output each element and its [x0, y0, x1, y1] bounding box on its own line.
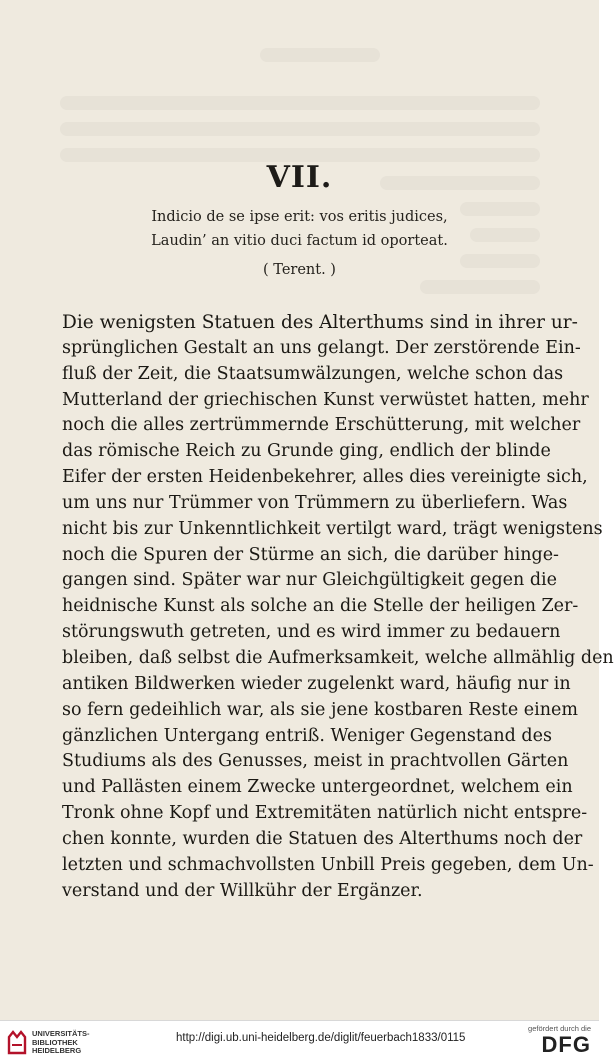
text-line: letzten und schmachvollsten Unbill Preis gegeben, dem Un-	[62, 854, 594, 875]
text-line: und Pallästen einem Zwecke untergeordnet, welchem ein	[62, 777, 573, 798]
motto-line-1: Indicio de se ipse erit: vos eritis judices,	[151, 209, 448, 225]
show-through-mark	[60, 122, 540, 136]
text-line: gangen sind. Später war nur Gleichgültigkeit gegen die	[62, 570, 557, 591]
motto-line-2: Laudin’ an vitio duci factum id oporteat.	[151, 233, 448, 249]
library-name-line: UNIVERSITÄTS-	[32, 1029, 90, 1038]
text-line: so fern gedeihlich war, als sie jene kostbaren Reste einem	[62, 699, 578, 720]
library-logo[interactable]	[6, 1029, 106, 1057]
text-line: heidnische Kunst als solche an die Stelle der heiligen Zer-	[62, 596, 579, 617]
show-through-mark	[260, 48, 380, 62]
funding-credit[interactable]	[519, 1024, 591, 1057]
viewer-footer	[0, 1020, 599, 1064]
text-line: antiken Bildwerken wieder zugelenkt ward, häufig nur in	[62, 673, 571, 694]
text-line: das römische Reich zu Grunde ging, endlich der blinde	[62, 441, 551, 462]
body-paragraph	[62, 310, 614, 904]
text-line: nicht bis zur Unkenntlichkeit vertilgt ward, trägt wenigstens	[62, 518, 603, 539]
text-line: bleiben, daß selbst die Aufmerksamkeit, welche allmählig den	[62, 647, 614, 668]
text-line: chen konnte, wurden die Statuen des Alterthums noch der	[62, 828, 583, 849]
motto-source: ( Terent. )	[263, 262, 336, 278]
library-name-line: BIBLIOTHEK	[32, 1037, 78, 1047]
text-line: Eifer der ersten Heidenbekehrer, alles dies vereinigte sich,	[62, 467, 588, 488]
text-line: verstand und der Willkühr der Ergänzer.	[62, 880, 423, 901]
text-line: fluß der Zeit, die Staatsumwälzungen, welche schon das	[62, 363, 564, 384]
text-line: noch die alles zertrümmernde Erschütterung, mit welcher	[62, 415, 581, 436]
chapter-heading: VII.	[266, 160, 333, 195]
library-name	[32, 1030, 90, 1056]
library-name-line: HEIDELBERG	[32, 1046, 82, 1055]
text-line: sprünglichen Gestalt an uns gelangt. Der zerstörende Ein-	[62, 337, 581, 358]
text-line: störungswuth getreten, und es wird immer zu bedauern	[62, 622, 561, 643]
text-line: um uns nur Trümmer von Trümmern zu überliefern. Was	[62, 492, 568, 513]
text-line: gänzlichen Untergang entriß. Weniger Gegenstand des	[62, 725, 552, 746]
dfg-logo: DFG	[541, 1032, 591, 1057]
show-through-mark	[420, 280, 540, 294]
text-line: Mutterland der griechischen Kunst verwüstet hatten, mehr	[62, 389, 589, 410]
funding-note: gefördert durch die	[528, 1024, 591, 1033]
text-line: Tronk ohne Kopf und Extremitäten natürlich nicht entspre-	[62, 803, 588, 824]
text-line: noch die Spuren der Stürme an sich, die darüber hinge-	[62, 544, 559, 565]
permalink-url[interactable]: http://digi.ub.uni-heidelberg.de/diglit/feuerbach1833/0115	[176, 1032, 466, 1044]
text-line: Die wenigsten Statuen des Alterthums sind in ihrer ur-	[62, 312, 578, 333]
text-line: Studiums als des Genusses, meist in prachtvollen Gärten	[62, 751, 569, 772]
library-seal-icon	[6, 1029, 28, 1055]
show-through-mark	[60, 96, 540, 110]
